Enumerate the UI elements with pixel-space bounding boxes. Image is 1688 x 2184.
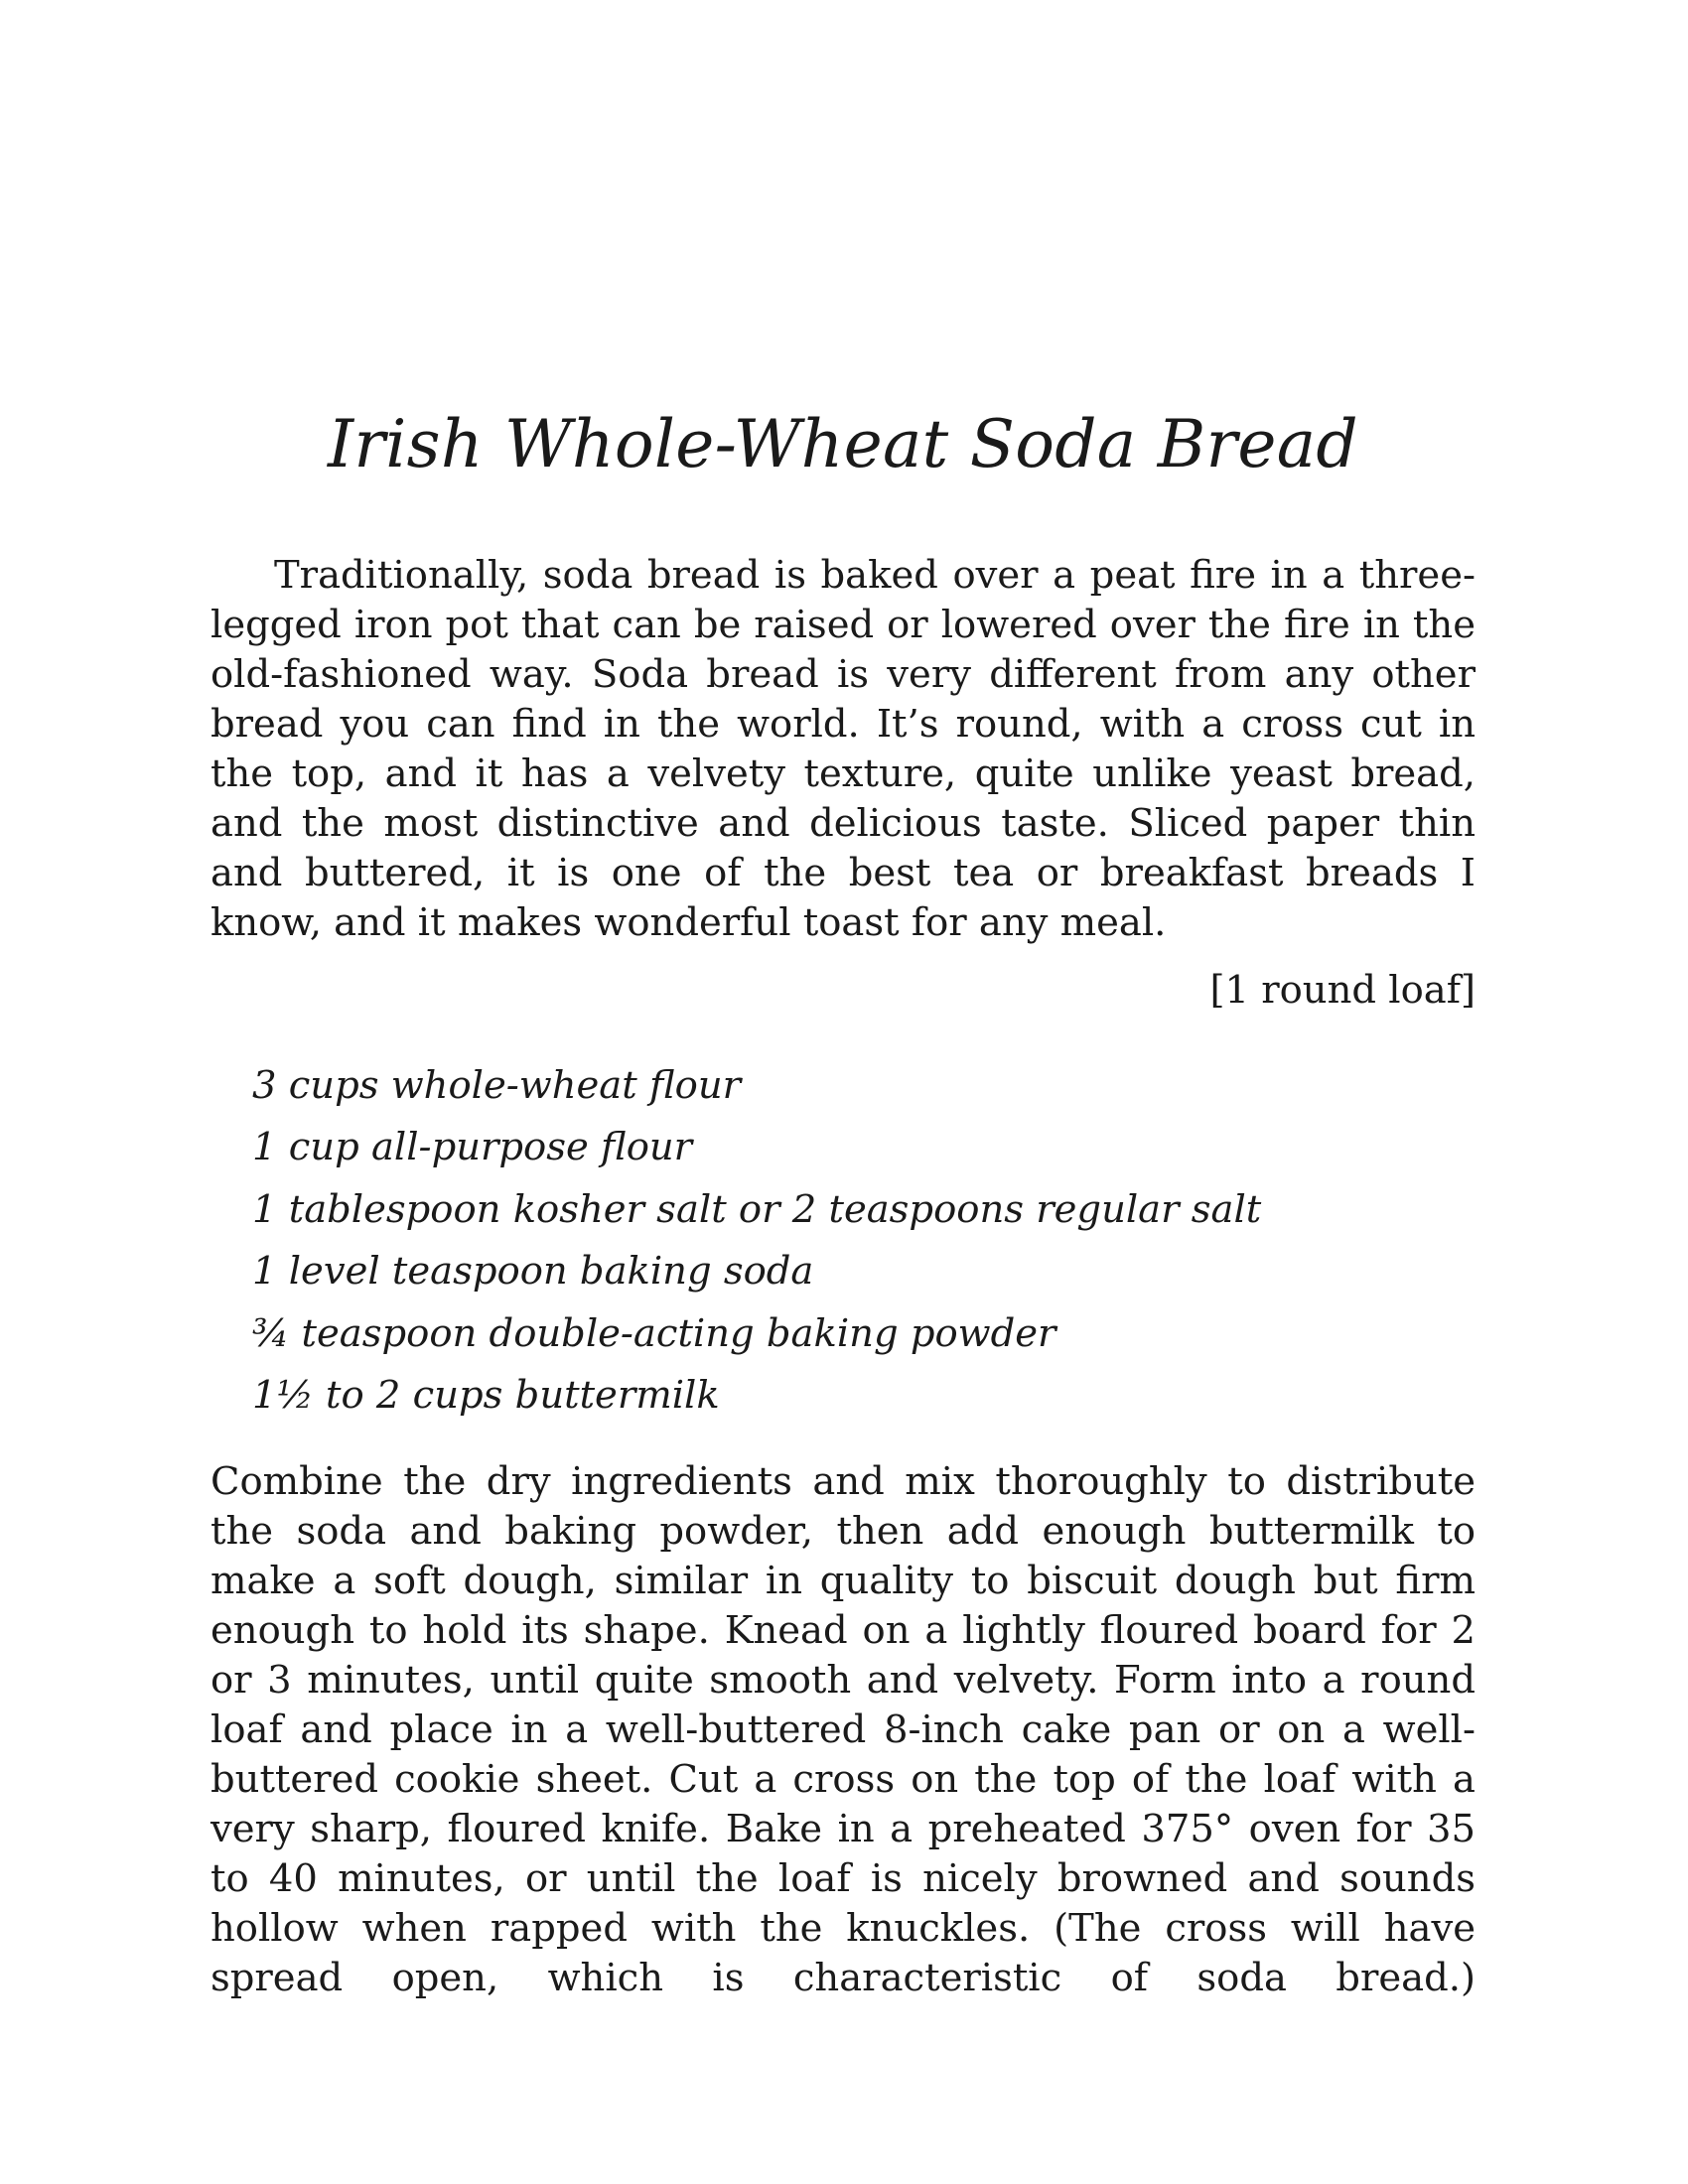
recipe-intro: Traditionally, soda bread is baked over a peat fire in a three-legged iron pot that can be raised or lowered over the fire in the old-fashioned way. Soda bread is very different from any other bread you can find in the world. It’s round, with a cross cut in the top, and it has a velvety texture, quite unlike yeast bread, and the most distinctive and delicious taste. Sliced paper thin and buttered, it is one of the best tea or breakfast breads I know, and it makes wonderful toast for any meal. <box>211 553 1476 945</box>
ingredient-item: 1½ to 2 cups buttermilk <box>252 1373 720 1419</box>
book-page <box>211 0 1476 2184</box>
ingredient-list <box>252 1055 1261 1427</box>
recipe-yield: [1 round loaf] <box>1209 968 1476 1013</box>
ingredient-item: 1 cup all-purpose flour <box>252 1125 693 1170</box>
ingredient-item: 1 level teaspoon baking soda <box>252 1249 814 1295</box>
ingredient-item: 1 tablespoon kosher salt or 2 teaspoons regular salt <box>252 1186 1262 1232</box>
recipe-method: Combine the dry ingredients and mix thoroughly to distribute the soda and baking powder, then add enough buttermilk to make a soft dough, similar in quality to biscuit dough but firm enough to hold its shape. Knead on a lightly floured board for 2 or 3 minutes, until quite smooth and velvety. Form into a round loaf and place in a well-buttered 8-inch cake pan or on a well-buttered cookie sheet. Cut a cross on the top of the loaf with a very sharp, floured knife. Bake in a preheated 375° oven for 35 to 40 minutes, or until the loaf is nicely browned and sounds hollow when rapped with the knuckles. (The cross will have spread open, which is characteristic of soda bread.) <box>211 1459 1476 2000</box>
ingredient-item: ¾ teaspoon double-acting baking powder <box>252 1310 1056 1356</box>
recipe-title: Irish Whole-Wheat Soda Bread <box>328 406 1358 482</box>
ingredient-item: 3 cups whole-wheat flour <box>252 1063 742 1108</box>
